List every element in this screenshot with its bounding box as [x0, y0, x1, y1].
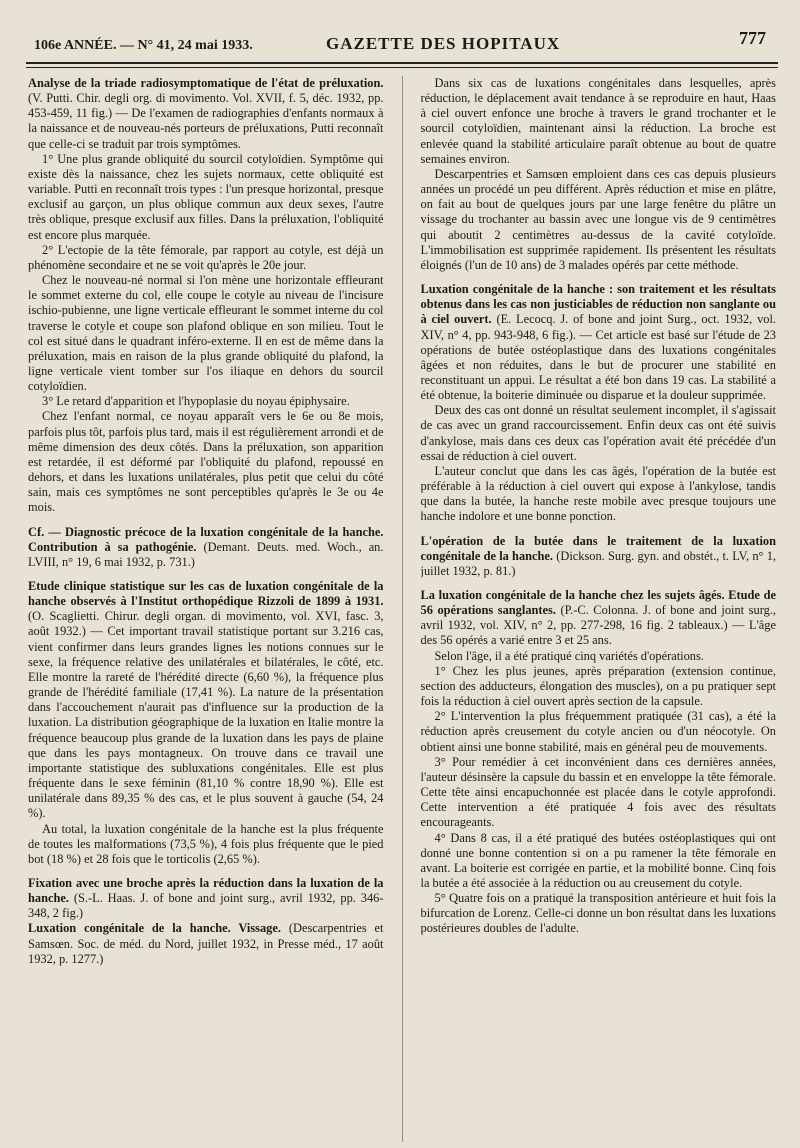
article-paragraph [421, 464, 777, 525]
header-rule-thin [26, 67, 778, 68]
article-text: Descarpentries et Samsœn emploient dans ces cas depuis plusieurs années un procédé un peu différent. Après réduction et mise en plâtre, on fait au bout de quelques jours par une large fenêtre du plâtre un vissage du trochanter au bassin avec une longue vis de 9 centimètres qui aboutit 2 centimètres au-dessus de la cavité cotyloïde. L'immobilisation est supprimée rapidement. Ils présentent les résultats éloignés (l'un de 10 ans) de 3 malades opérés par cette méthode. [420, 166, 776, 272]
page-number: 777 [739, 28, 766, 48]
article-text: 4° Dans 8 cas, il a été pratiqué des butées ostéoplastiques qui ont donné une bonne contention si on a pu ramener la tête fémorale en avant. La boiterie est corrigée en partie, et la mobilité bonne. Cinq fois la butée a été associée à la réduction ou au creusement du cotyle. [420, 830, 776, 890]
article-paragraph [421, 891, 777, 936]
article-paragraph [421, 534, 777, 579]
columns [28, 76, 776, 1142]
article-text: 1° Chez les plus jeunes, après préparation (extension continue, section des adducteurs, élongation des muscles), on a pu pratiquer sept fois la réduction à ciel ouvert après section de la capsule. [420, 663, 776, 709]
article-text: 3° Le retard d'apparition et l'hypoplasie du noyau épiphysaire. [42, 394, 350, 409]
article-paragraph [28, 152, 384, 243]
article-text: (S.-L. Haas. J. of bone and joint surg., avril 1932, pp. 346-348, 2 fig.) [28, 891, 384, 921]
article-paragraph [421, 831, 777, 892]
article-paragraph [421, 588, 777, 649]
article-paragraph [28, 579, 384, 822]
article-paragraph [28, 273, 384, 394]
right-column [421, 76, 777, 1142]
article [421, 282, 777, 525]
article-paragraph [421, 709, 777, 754]
article-paragraph [421, 755, 777, 831]
article-paragraph [28, 921, 384, 966]
issue-line: 106e ANNÉE. — N° 41, 24 mai 1933. [34, 38, 253, 53]
header-rule [26, 62, 778, 64]
article-paragraph [28, 76, 384, 152]
article-text: Chez l'enfant normal, ce noyau apparaît vers le 6e ou 8e mois, parfois plus tôt, parfois plus tard, mais il est régulièrement arrondi et de même dimension des deux côtés. Dans la préluxation, son apparition est retardée, il est déformé par l'obliquité du plafond, repoussé en dehors, et dans les luxations unilatérales, plus petit que celui du côté sain, mais ces symptômes ne sont perceptibles qu'après le 3e ou 4e mois. [28, 409, 384, 515]
article [28, 76, 384, 516]
article-text: (Demant. Deuts. med. Woch., an. LVIII, n° 19, 6 mai 1932, p. 731.) [28, 539, 384, 569]
article-paragraph [421, 167, 777, 273]
article-heading: Luxation congénitale de la hanche. Vissage. [28, 921, 281, 936]
article-heading: Cf. — Diagnostic précoce de la luxation congénitale de la hanche. Contribution à sa pathogénie. [28, 524, 384, 554]
article-heading: Fixation avec une broche après la réduction dans la luxation de la hanche. [28, 875, 384, 906]
article-text: 1° Une plus grande obliquité du sourcil cotyloïdien. Symptôme qui existe dès la naissance, chez les sujets normaux, cette obliquité est variable. Putti en reconnaît trois types : l'un presque horizontal, presque exclusif au garçon, un plus oblique commun aux deux sexes, l'autre très oblique, presque exclusif aux filles. Dans la préluxation, l'obliquité est encore plus marquée. [28, 151, 384, 242]
article [28, 876, 384, 967]
article-paragraph [421, 664, 777, 709]
article-text: (O. Scaglietti. Chirur. degli organ. di movimento, vol. XVI, fasc. 3, août 1932.) — Cet important travail statistique portant sur 3.216 cas, vient confirmer dans leurs grandes lignes les notions connues sur le sexe, la fréquence relative des unilatérales et bilatérales, le côté, etc. Elle montre la rareté de l'hérédité directe (6,60 %), la fréquence plus grande de l'hérédité familiale (17,41 %). La nature de la présentation dans l'accouchement n'aurait pas d'influence sur la production de la luxation. La distribution géographique de la luxation en Italie montre la fréquence beaucoup plus grande de la luxation dans les pays de plaine que dans les pays montagneux. On trouve dans ce travail une importante statistique des subluxations congénitales. Elle est plus fréquente dans le sexe féminin (81,10 % contre 18,90 %). Elle est unilatérale dans 89,35 % des cas, et le plus souvent à gauche (54, 24 %). [28, 609, 384, 821]
article [421, 76, 777, 273]
article-text: 3° Pour remédier à cet inconvénient dans ces dernières années, l'auteur désinsère la capsule du bassin et en enveloppe la tête fémorale. Cette tête ainsi encapuchonnée est placée dans le cotyle approfondi. Cette intervention a été pratiquée 4 fois avec des résultats encourageants. [420, 754, 776, 830]
column-separator [402, 76, 403, 1142]
article-text: Chez le nouveau-né normal si l'on mène une horizontale effleurant le sommet externe du col, elle coupe le cotyle au niveau de l'incisure ischio-pubienne, une ligne verticale effleurant le sommet interne du col traverse le cotyle et coupe son plafond oblique en son milieu. Tout le col est situé dans le quadrant inféro-externe. Il en est de même dans la préluxation, mais en raison de la plus grande obliquité du plafond, la ligne verticale vient tomber sur l'os iliaque en dehors du sourcil cotyloïdien. [28, 273, 384, 394]
article-heading: Analyse de la triade radiosymptomatique de l'état de préluxation. [28, 76, 384, 90]
left-column [28, 76, 384, 1142]
article-paragraph [28, 243, 384, 273]
article [28, 579, 384, 867]
article [28, 525, 384, 570]
article [421, 534, 777, 579]
article-text: L'auteur conclut que dans les cas âgés, l'opération de la butée est préférable à la réduction à ciel ouvert qui expose à l'ankylose, tandis que dans la butée, la hanche reste mobile avec presque toujours une hanche indolore et une bonne ponction. [420, 463, 776, 524]
article [421, 588, 777, 937]
article-heading: L'opération de la butée dans le traitement de la luxation congénitale de la hanche. [420, 533, 776, 563]
article-text: Au total, la luxation congénitale de la hanche est la plus fréquente de toutes les malformations (73,5 %), 4 fois plus fréquente que le pied bot (18 %) et 28 fois que le torticolis (2,65 %). [28, 821, 384, 866]
article-paragraph [28, 525, 384, 570]
article-heading: La luxation congénitale de la hanche chez les sujets âgés. Etude de 56 opérations sanglantes. [420, 588, 776, 618]
article-text: Selon l'âge, il a été pratiqué cinq variétés d'opérations. [434, 648, 704, 663]
article-text: Deux des cas ont donné un résultat seulement incomplet, il s'agissait de cas avec un grand raccourcissement. Enfin deux cas ont été suivis d'ankylose, mais dans ces deux cas l'opération avait été précédée d'un essai de réduction à ciel ouvert. [420, 403, 776, 463]
article-heading: Etude clinique statistique sur les cas de luxation congénitale de la hanche observés à l'Institut orthopédique Rizzoli de 1899 à 1931. [28, 579, 384, 609]
article-paragraph [28, 876, 384, 921]
article-text: Dans six cas de luxations congénitales dans lesquelles, après réduction, le déplacement avait tendance à se reproduire en haut, Haas à ciel ouvert enfonce une broche à travers le grand trochanter et le sourcil cotyloïdien, maintenant ainsi la réduction. La broche est enlevée quand la stabilité articulaire paraît obtenue au bout de quatre semaines environ. [420, 76, 776, 166]
article-paragraph [421, 76, 777, 167]
article-text: 2° L'intervention la plus fréquemment pratiquée (31 cas), a été la réduction après creusement du cotyle ancien ou d'un néocotyle. On obtient ainsi une bonne stabilité, mais en général peu de mouvements. [420, 709, 776, 754]
article-paragraph [421, 649, 777, 664]
page-header [26, 16, 778, 58]
article-paragraph [28, 394, 384, 409]
article-text: 5° Quatre fois on a pratiqué la transposition antérieure et huit fois la bifurcation de Lorenz. Celle-ci donne un bon résultat dans les luxations postérieures doubles de l'adulte. [420, 891, 776, 936]
article-text: 2° L'ectopie de la tête fémorale, par rapport au cotyle, est déjà un phénomène secondaire et ne se voit qu'après le 20e jour. [28, 242, 384, 272]
article-text: (V. Putti. Chir. degli org. di movimento. Vol. XVII, f. 5, déc. 1932, pp. 453-459, 11 fig.) — De l'examen de radiographies d'enfants normaux à la naissance et de nouveau-nés porteurs de préluxations, Putti reconnaît que celle-ci se traduit par trois symptômes. [28, 91, 384, 151]
article-text: (Dickson. Surg. gyn. and obstét., t. LV, n° 1, juillet 1932, p. 81.) [420, 548, 776, 578]
article-text: (E. Lecocq. J. of bone and joint Surg., oct. 1932, vol. XIV, n° 4, pp. 943-948, 6 fig.). — Cet article est basé sur l'étude de 23 opérations de butée ostéoplastique dans des luxations congénitales âgées et non réduites, dans le but de procurer une stabilité en reconstituant un appui. Le résultat a été bon dans 19 cas. La stabilité a été obtenue, la boiterie diminuée ou disparue et la douleur supprimée. [420, 312, 776, 403]
article-heading: Luxation congénitale de la hanche : son traitement et les résultats obtenus dans les cas non justiciables de réduction non sanglante ou à ciel ouvert. [420, 282, 776, 327]
article-text: (Descarpentries et Samsœn. Soc. de méd. du Nord, juillet 1932, in Presse méd., 17 août 1932, p. 1277.) [28, 921, 384, 966]
journal-title: GAZETTE DES HOPITAUX [326, 34, 561, 53]
article-paragraph [28, 822, 384, 867]
article-paragraph [421, 403, 777, 464]
article-paragraph [28, 409, 384, 515]
article-paragraph [421, 282, 777, 403]
article-text: (P.-C. Colonna. J. of bone and joint surg., avril 1932, vol. XIV, n° 2, pp. 277-298, 16 fig. 2 tableaux.) — L'âge des 56 opérés a varié entre 3 et 25 ans. [420, 603, 776, 648]
